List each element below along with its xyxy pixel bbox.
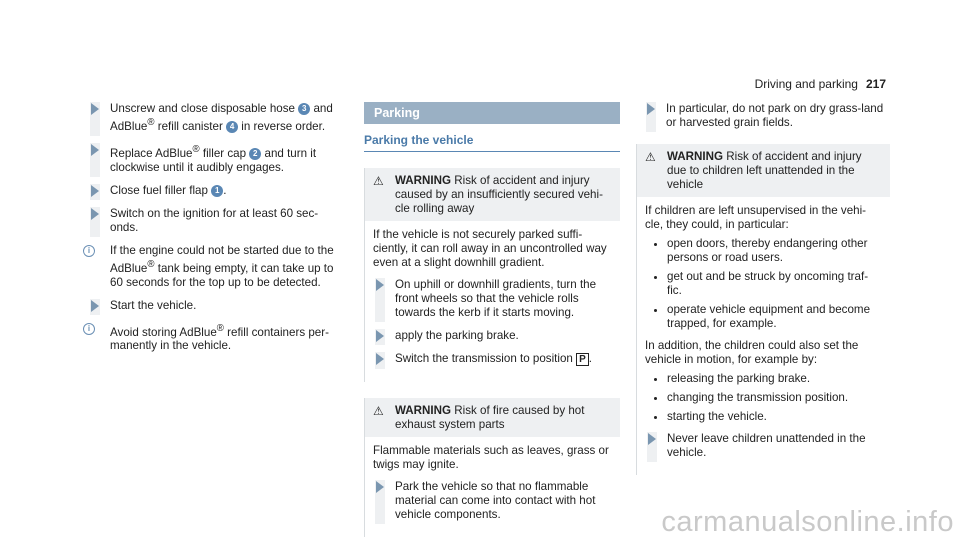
step-arrow-icon — [376, 353, 384, 365]
page-header — [755, 77, 886, 91]
warning-box — [364, 168, 620, 382]
warning-body: If children are left unsupervised in the vehi-cle, they could, in particular: • open doors, thereby endangering other persons or road users. • get out and be struck by oncoming traf-fic. • operate vehicle equipment and become trapped, for example. In addition, the children could also set the vehicle in motion, for example by: • releasing the parking brake. • changing the transmission position. • starting the vehicle. Never leave children unattended in the vehicle. — [637, 197, 890, 460]
instruction-step: In particular, do not park on dry grass-land or harvested grain fields. — [636, 102, 890, 130]
list-item: • open doors, thereby endangering other persons or road users. — [667, 237, 882, 265]
instruction-step: On uphill or downhill gradients, turn the front wheels so that the vehicle rolls towards the kerb if it starts moving. — [365, 278, 612, 320]
bullet-list — [645, 237, 882, 331]
list-item: • releasing the parking brake. — [667, 372, 882, 386]
instruction-step: Replace AdBlue® filler cap 2 and turn it clockwise until it audibly engages. — [80, 143, 344, 175]
callout-marker: 4 — [226, 121, 238, 133]
column-2 — [364, 102, 620, 537]
page-header-title: Driving and parking — [754, 77, 858, 91]
callout-marker: 2 — [249, 148, 261, 160]
list-item: • starting the vehicle. — [667, 410, 882, 424]
step-arrow-icon — [91, 208, 99, 220]
warning-triangle-icon: ⚠ — [645, 150, 656, 164]
section-title: Parking — [364, 102, 620, 124]
step-arrow-icon — [648, 433, 656, 445]
instruction-step: Start the vehicle. — [80, 299, 344, 313]
step-arrow-icon — [91, 185, 99, 197]
column-1 — [80, 102, 344, 362]
warning-body: Flammable materials such as leaves, grass or twigs may ignite. Park the vehicle so that no flammable material can come into contact with hot vehicle components. — [365, 437, 620, 522]
warning-body: If the vehicle is not securely parked suffi-ciently, it can roll away in an uncontrolled way even at a slight downhill gradient. On uphill or downhill gradients, turn the front wheels so that the vehicle rolls towards the kerb if it starts moving. apply the parking brake. Switch the transmission to position P . — [365, 221, 620, 367]
sub-title: Parking the vehicle — [364, 133, 620, 152]
info-icon: i — [83, 245, 95, 257]
instruction-step: Never leave children unattended in the vehicle. — [637, 432, 882, 460]
instruction-step: Switch on the ignition for at least 60 sec-onds. — [80, 207, 344, 235]
bullet-list — [645, 372, 882, 424]
callout-marker: 3 — [298, 103, 310, 115]
step-arrow-icon — [91, 103, 99, 115]
callout-marker: 1 — [211, 185, 223, 197]
info-icon: i — [83, 323, 95, 335]
warning-header: ⚠ WARNING Risk of accident and injury caused by an insufficiently secured vehi-cle rolling away — [365, 168, 620, 221]
warning-box — [364, 398, 620, 537]
gear-p-symbol: P — [576, 353, 589, 366]
step-arrow-icon — [376, 330, 384, 342]
instruction-step: apply the parking brake. — [365, 329, 612, 343]
info-note: i If the engine could not be started due to the AdBlue® tank being empty, it can take up to 60 seconds for the top up to be detected. — [80, 244, 344, 290]
warning-triangle-icon: ⚠ — [373, 404, 384, 418]
step-arrow-icon — [647, 103, 655, 115]
instruction-step: Park the vehicle so that no flammable material can come into contact with hot vehicle components. — [365, 480, 612, 522]
warning-box — [636, 144, 890, 475]
step-arrow-icon — [91, 300, 99, 312]
instruction-step: Switch the transmission to position P . — [365, 352, 612, 367]
watermark: carmanualsonline.info — [661, 506, 954, 538]
step-arrow-icon — [91, 144, 99, 156]
warning-triangle-icon: ⚠ — [373, 174, 384, 188]
list-item: • operate vehicle equipment and become trapped, for example. — [667, 303, 882, 331]
step-arrow-icon — [376, 481, 384, 493]
page-number: 217 — [865, 77, 886, 91]
warning-header: ⚠ WARNING Risk of accident and injury due to children left unattended in the vehicle — [637, 144, 890, 197]
instruction-step: Unscrew and close disposable hose 3 and AdBlue® refill canister 4 in reverse order. — [80, 102, 344, 134]
list-item: • get out and be struck by oncoming traf-fic. — [667, 270, 882, 298]
step-arrow-icon — [376, 279, 384, 291]
column-3 — [636, 102, 890, 475]
info-note: i Avoid storing AdBlue® refill containers per-manently in the vehicle. — [80, 322, 344, 354]
instruction-step: Close fuel filler flap 1 . — [80, 184, 344, 198]
warning-header: ⚠ WARNING Risk of fire caused by hot exhaust system parts — [365, 398, 620, 437]
list-item: • changing the transmission position. — [667, 391, 882, 405]
